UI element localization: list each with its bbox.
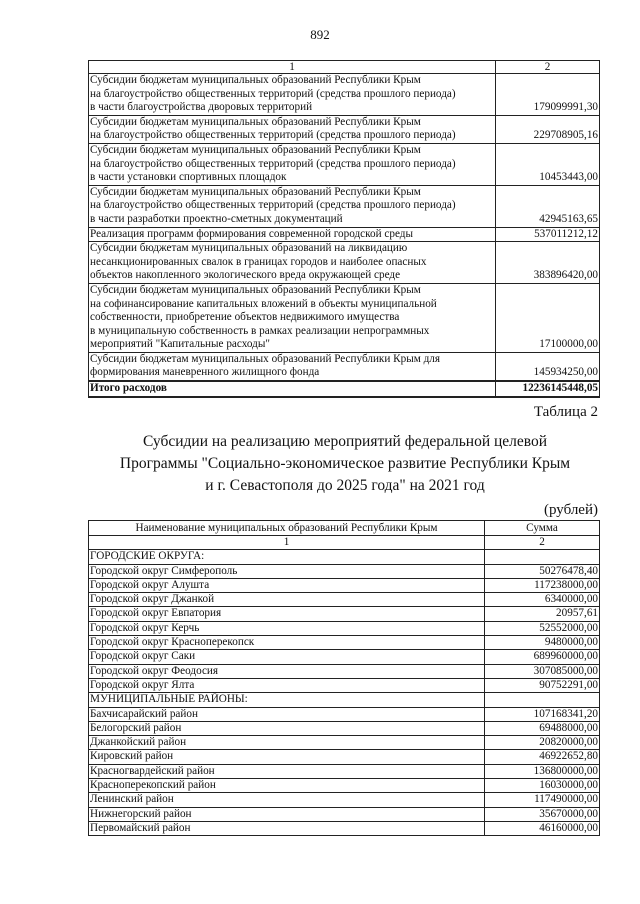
expenses-table: [88, 60, 600, 398]
page-number: 892: [310, 27, 330, 42]
row-value: 52552000,00: [485, 621, 600, 635]
table-row: [89, 736, 600, 750]
column-number-row: [89, 61, 600, 74]
table-row: [89, 74, 600, 116]
table-row: [89, 750, 600, 764]
row-label: Городской округ Феодосия: [89, 664, 485, 678]
table-row: [89, 721, 600, 735]
column-number: 2: [496, 61, 600, 74]
row-label: Городской округ Симферополь: [89, 564, 485, 578]
row-value: 12236145448,05: [496, 381, 600, 397]
row-label: Итого расходов: [89, 381, 496, 397]
heading-line: и г. Севастополя до 2025 года" на 2021 год: [205, 477, 485, 494]
row-value: 16030000,00: [485, 779, 600, 793]
table-row: [89, 664, 600, 678]
column-number: 1: [89, 61, 496, 74]
table-row: [89, 578, 600, 592]
row-label: Красногвардейский район: [89, 764, 485, 778]
subsidies-table: [88, 520, 600, 836]
row-value: 383896420,00: [496, 242, 600, 284]
row-label: Городской округ Алушта: [89, 578, 485, 592]
row-value: 229708905,16: [496, 115, 600, 143]
row-label: Джанкойский район: [89, 736, 485, 750]
table-row: [89, 550, 600, 564]
row-value: 145934250,00: [496, 352, 600, 381]
row-label: Субсидии бюджетам муниципальных образований Республики Крым на благоустройство общественных территорий (средства прошлого периода) в части благоустройства дворовых территорий: [89, 74, 496, 116]
row-value: 117238000,00: [485, 578, 600, 592]
row-label: Нижнегорский район: [89, 807, 485, 821]
table-row: [89, 607, 600, 621]
row-label: Городской округ Керчь: [89, 621, 485, 635]
table-row: [89, 678, 600, 692]
table-heading: [0, 431, 640, 497]
table-row: [89, 352, 600, 381]
table-row: [89, 143, 600, 185]
row-label: Первомайский район: [89, 821, 485, 835]
row-label: Городской округ Джанкой: [89, 593, 485, 607]
table-row: [89, 707, 600, 721]
row-label: Городской округ Евпатория: [89, 607, 485, 621]
table-row: [89, 650, 600, 664]
heading-line: Программы "Социально-экономическое развитие Республики Крым: [119, 455, 571, 472]
table-row: [89, 115, 600, 143]
row-label: Бахчисарайский район: [89, 707, 485, 721]
row-value: 179099991,30: [496, 74, 600, 116]
table-row: [89, 636, 600, 650]
row-label: Субсидии бюджетам муниципальных образований Республики Крым на софинансирование капитальных вложений в объекты муниципальной собственности, приобретение объектов недвижимого имущества в муниципальную собственность в рамках реализации непрограммных мероприятий "Капитальные расходы": [89, 283, 496, 352]
column-header-sum: Сумма: [485, 521, 600, 536]
row-value: 307085000,00: [485, 664, 600, 678]
table-row: [89, 227, 600, 242]
table-row: [89, 764, 600, 778]
column-number: 1: [89, 536, 485, 550]
header-row: [89, 521, 600, 536]
table-row: [89, 621, 600, 635]
row-label: Субсидии бюджетам муниципальных образований Республики Крым для формирования маневренного жилищного фонда: [89, 352, 496, 381]
row-label: Субсидии бюджетам муниципальных образований на ликвидацию несанкционированных свалок в границах городов и наиболее опасных объектов накопленного экологического вреда окружающей среде: [89, 242, 496, 284]
row-value: 90752291,00: [485, 678, 600, 692]
row-label: Субсидии бюджетам муниципальных образований Республики Крым на благоустройство общественных территорий (средства прошлого периода) в части разработки проектно-сметных документаций: [89, 185, 496, 227]
table-row: [89, 807, 600, 821]
row-label: МУНИЦИПАЛЬНЫЕ РАЙОНЫ:: [89, 693, 485, 707]
row-label: Субсидии бюджетам муниципальных образований Республики Крым на благоустройство общественных территорий (средства прошлого периода): [89, 115, 496, 143]
row-label: Белогорский район: [89, 721, 485, 735]
table-row: [89, 821, 600, 835]
row-value: 689960000,00: [485, 650, 600, 664]
row-label: Кировский район: [89, 750, 485, 764]
heading-line: Субсидии на реализацию мероприятий федеральной целевой: [142, 433, 548, 450]
row-value: 35670000,00: [485, 807, 600, 821]
table-row: [89, 693, 600, 707]
row-value: 537011212,12: [496, 227, 600, 242]
row-value: 46160000,00: [485, 821, 600, 835]
row-value: 46922652,80: [485, 750, 600, 764]
row-value: 20820000,00: [485, 736, 600, 750]
row-value: 17100000,00: [496, 283, 600, 352]
row-label: Реализация программ формирования современной городской среды: [89, 227, 496, 242]
row-label: Красноперекопский район: [89, 779, 485, 793]
column-number: 2: [485, 536, 600, 550]
column-number-row: [89, 536, 600, 550]
row-label: Городской округ Саки: [89, 650, 485, 664]
row-value: 69488000,00: [485, 721, 600, 735]
total-row: [89, 381, 600, 397]
units-label: (рублей): [543, 502, 598, 518]
row-value: 10453443,00: [496, 143, 600, 185]
table-row: [89, 793, 600, 807]
row-label: Городской округ Красноперекопск: [89, 636, 485, 650]
row-value: 6340000,00: [485, 593, 600, 607]
row-label: Городской округ Ялта: [89, 678, 485, 692]
row-value: 9480000,00: [485, 636, 600, 650]
table-row: [89, 185, 600, 227]
row-label: Ленинский район: [89, 793, 485, 807]
row-value: 117490000,00: [485, 793, 600, 807]
row-value: 107168341,20: [485, 707, 600, 721]
row-value: 20957,61: [485, 607, 600, 621]
table-row: [89, 283, 600, 352]
table-label: Таблица 2: [533, 404, 598, 420]
row-label: Субсидии бюджетам муниципальных образований Республики Крым на благоустройство общественных территорий (средства прошлого периода) в части установки спортивных площадок: [89, 143, 496, 185]
table-row: [89, 242, 600, 284]
row-value: [485, 693, 600, 707]
row-value: 42945163,65: [496, 185, 600, 227]
row-value: 136800000,00: [485, 764, 600, 778]
row-value: 50276478,40: [485, 564, 600, 578]
row-label: ГОРОДСКИЕ ОКРУГА:: [89, 550, 485, 564]
table-row: [89, 564, 600, 578]
table-row: [89, 779, 600, 793]
column-header-name: Наименование муниципальных образований Республики Крым: [89, 521, 485, 536]
table-row: [89, 593, 600, 607]
row-value: [485, 550, 600, 564]
